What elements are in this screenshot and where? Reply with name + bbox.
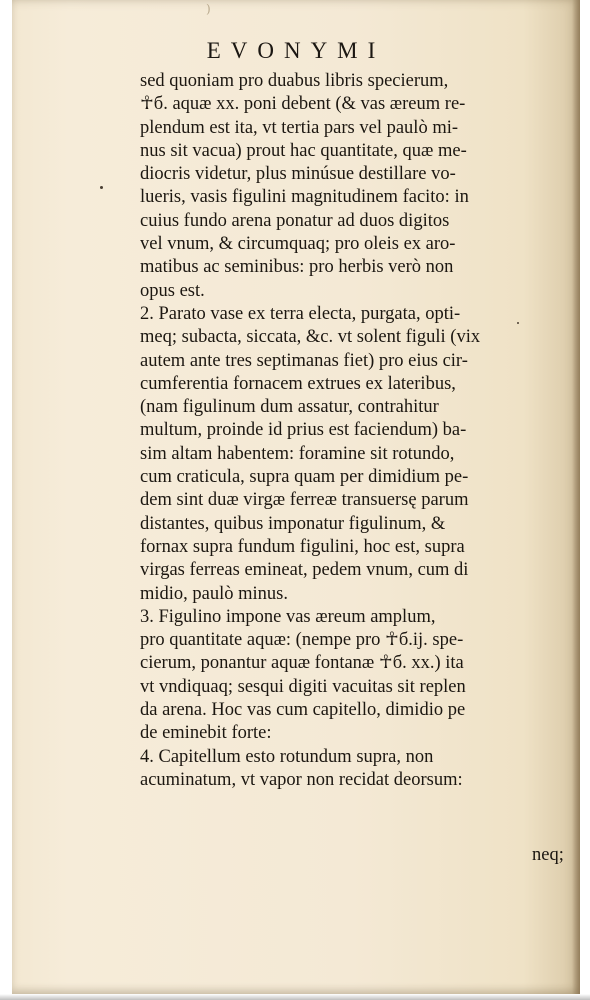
text-line: distantes, quibus imponatur figulinum, & — [140, 513, 446, 534]
text-line: 2. Parato vase ex terra electa, purgata, opti- — [140, 303, 461, 324]
text-line: acuminatum, vt vapor non recidat deorsum: — [140, 769, 463, 790]
text-line: cuius fundo arena ponatur ad duos digitos — [140, 210, 450, 231]
bottom-shadow — [0, 994, 590, 1000]
catchword: neq; — [532, 845, 564, 865]
text-line: plendum est ita, vt tertia pars vel paulò mi- — [140, 117, 459, 138]
text-line: autem ante tres septimanas fiet) pro eius cir- — [140, 350, 468, 371]
text-line: virgas ferreas emineat, pedem vnum, cum di — [140, 560, 469, 581]
stray-ink-dot — [100, 186, 103, 189]
text-line: nus sit vacua) prout hac quantitate, quæ me- — [140, 140, 467, 161]
text-line: dem sint duæ virgæ ferreæ transuersę parum — [140, 490, 469, 511]
text-line: opus est. — [140, 280, 205, 301]
text-line: matibus ac seminibus: pro herbis verò non — [140, 257, 454, 278]
text-line: meq; subacta, siccata, &c. vt solent figuli (vix — [140, 327, 481, 348]
text-line: de eminebit forte: — [140, 723, 272, 744]
text-line: lueris, vasis figulini magnitudinem facito: in — [140, 187, 469, 208]
text-line: cumferentia fornacem extrues ex lateribus, — [140, 373, 456, 394]
text-line: midio, paulò minus. — [140, 583, 288, 604]
text-line: da arena. Hoc vas cum capitello, dimidio pe — [140, 700, 466, 721]
text-line: diocris videtur, plus minúsue destillare vo- — [140, 164, 456, 185]
corner-mark: ) — [206, 2, 211, 16]
text-line: 4. Capitellum esto rotundum supra, non — [140, 746, 434, 767]
text-line: sed quoniam pro duabus libris specierum, — [140, 71, 449, 91]
body-text — [140, 70, 580, 792]
text-line: fornax supra fundum figulini, hoc est, supra — [140, 536, 465, 557]
text-line: sim altam habentem: foramine sit rotundo, — [140, 443, 455, 464]
text-line: multum, proinde id prius est faciendum) ba- — [140, 420, 467, 441]
text-line: (nam figulinum dum assatur, contrahitur — [140, 397, 439, 418]
text-line: vt vndiquaq; sesqui digiti vacuitas sit replen — [140, 676, 466, 697]
text-line: cum craticula, supra quam per dimidium pe- — [140, 467, 469, 488]
text-line: cierum, ponantur aquæ fontanæ ☥б. xx.) ita — [140, 653, 464, 674]
text-line: pro quantitate aquæ: (nempe pro ☥б.ij. spe- — [140, 630, 464, 651]
book-page — [12, 0, 580, 994]
text-line: 3. Figulino impone vas æreum amplum, — [140, 606, 436, 627]
text-line: ☥б. aquæ xx. poni debent (& vas æreum re- — [140, 94, 466, 115]
text-line: vel vnum, & circumquaq; pro oleis ex aro- — [140, 234, 456, 255]
running-head: EVONYMI — [206, 38, 386, 63]
